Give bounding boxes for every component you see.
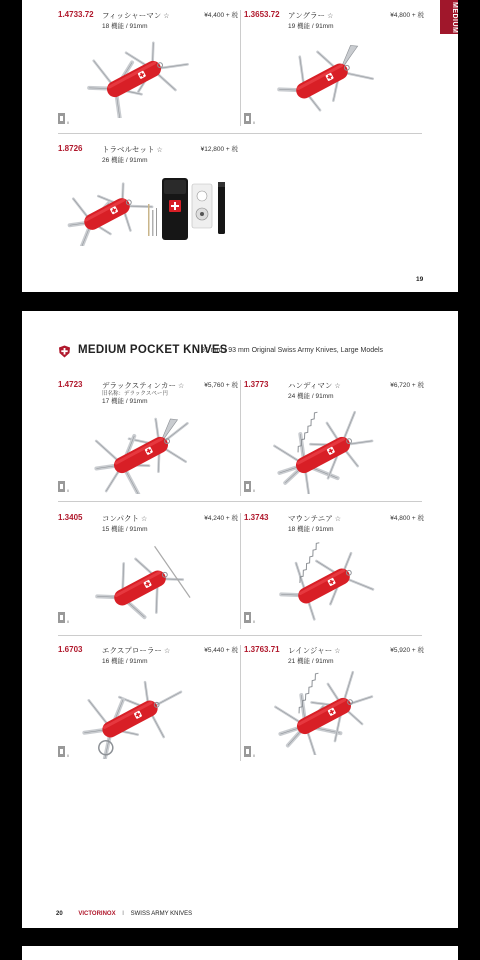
page-tag-icon — [244, 612, 251, 623]
column-divider — [240, 10, 241, 126]
tag-label: II — [253, 120, 256, 125]
page-number: 19 — [416, 276, 424, 283]
tag-label: II — [253, 753, 256, 758]
product-price: ¥5,440 + 税 — [204, 647, 238, 654]
swiss-army-knife-icon — [84, 543, 196, 625]
product-price: ¥5,920 + 税 — [390, 647, 424, 654]
star-icon: ☆ — [163, 648, 171, 655]
swiss-army-knife-icon — [82, 408, 200, 494]
product-cell[interactable] — [244, 513, 424, 631]
product-cell[interactable] — [58, 645, 238, 763]
product-code: 1.3653.72 — [244, 10, 280, 19]
page-tag-icon — [58, 481, 65, 492]
page-tag-icon — [58, 746, 65, 757]
product-cell[interactable] — [244, 380, 424, 498]
star-icon: ☆ — [163, 13, 170, 20]
star-icon: ☆ — [156, 147, 163, 154]
product-code: 1.4733.72 — [58, 10, 94, 19]
product-spec: 15 機能 / 91mm — [102, 526, 148, 533]
swiss-army-knife-icon — [68, 671, 192, 759]
swiss-army-knife-icon — [58, 174, 156, 246]
product-code: 1.3773 — [244, 380, 269, 389]
product-spec: 16 機能 / 91mm — [102, 658, 148, 665]
product-name: コンパクト ☆ — [102, 514, 148, 523]
product-price: ¥12,800 + 税 — [200, 146, 238, 153]
star-icon: ☆ — [334, 516, 341, 523]
column-divider — [240, 513, 241, 629]
row-divider — [58, 501, 422, 502]
page-tag-icon — [244, 113, 251, 124]
catalog-page-21 — [22, 946, 458, 960]
product-name: マウンテニア ☆ — [288, 514, 341, 523]
product-cell[interactable] — [58, 144, 238, 262]
product-price: ¥4,800 + 税 — [390, 12, 424, 19]
product-cell[interactable] — [58, 513, 238, 631]
product-price: ¥4,800 + 税 — [390, 515, 424, 522]
product-price: ¥4,400 + 税 — [204, 12, 238, 19]
product-spec: 19 機能 / 91mm — [288, 23, 334, 30]
product-code: 1.3743 — [244, 513, 269, 522]
star-icon: ☆ — [334, 383, 341, 390]
product-code: 1.3763.71 — [244, 645, 280, 654]
product-cell[interactable] — [58, 380, 238, 498]
catalog-page-20 — [22, 311, 458, 928]
product-code: 1.8726 — [58, 144, 83, 153]
product-code: 1.3405 — [58, 513, 83, 522]
catalog-page-19 — [22, 0, 458, 292]
page-tag-icon — [244, 481, 251, 492]
section-title: MEDIUM POCKET KNIVES — [78, 344, 228, 356]
column-divider — [240, 645, 241, 761]
footer-text: SWISS ARMY KNIVES — [130, 911, 193, 917]
tag-label: II — [67, 753, 70, 758]
row-divider — [58, 133, 422, 134]
tag-label: II — [67, 120, 70, 125]
product-spec: 21 機能 / 91mm — [288, 658, 334, 665]
product-name: ハンディマン ☆ — [288, 381, 341, 390]
product-name: レインジャー ☆ — [288, 646, 341, 655]
product-cell[interactable] — [58, 10, 238, 128]
product-spec: 18 機能 / 91mm — [288, 526, 334, 533]
swiss-army-knife-icon — [268, 541, 380, 623]
section-tab: MEDIUM — [440, 0, 458, 34]
tag-label: II — [253, 488, 256, 493]
product-code: 1.6703 — [58, 645, 83, 654]
product-note: 旧名称：デラックスペー円 — [102, 391, 168, 397]
swiss-cross-icon — [58, 345, 71, 358]
footer-brand: VICTORINOX — [78, 911, 116, 917]
column-divider — [240, 380, 241, 496]
page-tag-icon — [58, 612, 65, 623]
row-divider — [58, 635, 422, 636]
product-price: ¥5,760 + 税 — [204, 382, 238, 389]
product-code: 1.4723 — [58, 380, 83, 389]
page-number: 20 — [56, 911, 63, 917]
page-tag-icon — [244, 746, 251, 757]
star-icon: ☆ — [327, 13, 334, 20]
star-icon: ☆ — [334, 648, 341, 655]
travel-set-accessories-image — [146, 174, 241, 246]
product-name: デラックスティンカー ☆ — [102, 381, 185, 390]
product-spec: 18 機能 / 91mm — [102, 23, 148, 30]
tag-label: II — [67, 488, 70, 493]
page-tag-icon — [58, 113, 65, 124]
swiss-army-knife-icon — [266, 36, 378, 118]
product-name: アングラー ☆ — [288, 11, 334, 20]
product-spec: 26 機能 / 91mm — [102, 157, 148, 164]
tag-label: II — [253, 619, 256, 624]
product-price: ¥6,720 + 税 — [390, 382, 424, 389]
footer-separator: I — [122, 911, 124, 917]
product-name: トラベルセット ☆ — [102, 145, 163, 154]
product-name: フィッシャーマン ☆ — [102, 11, 170, 20]
swiss-army-knife-icon — [266, 669, 382, 755]
section-subtitle: 91 mm / 93 mm Original Swiss Army Knives, Large Models — [201, 347, 384, 354]
star-icon: ☆ — [178, 383, 185, 390]
swiss-army-knife-icon — [264, 408, 382, 494]
swiss-army-knife-icon — [74, 32, 194, 118]
product-name: エクスプローラー ☆ — [102, 646, 171, 655]
product-cell[interactable] — [244, 645, 424, 763]
product-spec: 24 機能 / 91mm — [288, 393, 334, 400]
product-price: ¥4,240 + 税 — [204, 515, 238, 522]
product-cell[interactable] — [244, 10, 424, 128]
product-spec: 17 機能 / 91mm — [102, 398, 148, 405]
star-icon: ☆ — [140, 516, 148, 523]
tag-label: II — [67, 619, 70, 624]
page-footer — [56, 911, 192, 917]
